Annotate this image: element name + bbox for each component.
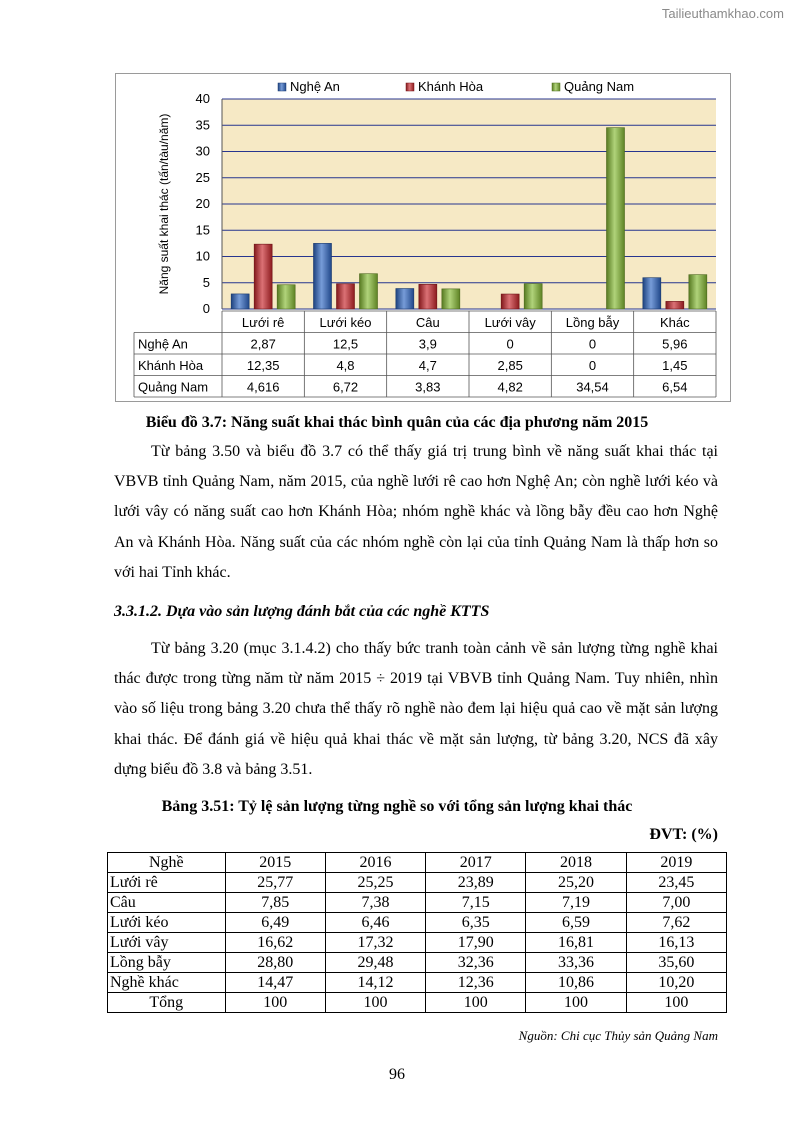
cell: 25,25 — [325, 873, 425, 893]
table-series-label: Quảng Nam — [138, 379, 209, 395]
bar — [442, 289, 460, 309]
data-label: 3,9 — [418, 336, 437, 352]
bar — [666, 301, 684, 309]
data-label: 4,7 — [418, 358, 437, 373]
y-axis-label: Năng suất khai thác (tấn/tàu/năm) — [157, 113, 171, 295]
bar — [419, 284, 437, 309]
cell: 7,62 — [626, 913, 726, 933]
data-label: 4,616 — [246, 379, 280, 395]
cell: 17,90 — [426, 933, 526, 953]
cell: 28,80 — [225, 953, 325, 973]
table-header-row — [108, 853, 727, 873]
paragraph-1: Từ bảng 3.50 và biểu đồ 3.7 có thể thấy giá trị trung bình về năng suất khai thác tại VBVB tỉnh Quảng Nam, năm 2015, của nghề lưới rê cao hơn Nghệ An; còn nghề lưới kéo và lưới vây có năng suất cao hơn Khánh Hòa; nhóm nghề khác và lồng bẫy đều cao hơn Nghệ An và Khánh Hòa. Năng suất của các nhóm nghề còn lại của tỉnh Quảng Nam là thấp hơn so với hai Tỉnh khác. — [114, 443, 718, 581]
header-cell: 2018 — [526, 853, 626, 873]
cell: 14,47 — [225, 973, 325, 993]
data-label: 5,96 — [662, 336, 688, 352]
header-cell: 2019 — [626, 853, 726, 873]
data-label: 0 — [506, 336, 514, 352]
x-tick-label: Khác — [660, 315, 690, 330]
bar — [337, 284, 355, 309]
cell: 23,89 — [426, 873, 526, 893]
cell: 6,35 — [426, 913, 526, 933]
table-row — [108, 873, 727, 893]
legend-swatch — [552, 83, 560, 91]
table-row — [108, 893, 727, 913]
table-row-total — [108, 993, 727, 1013]
cell: 6,49 — [225, 913, 325, 933]
table-row — [108, 913, 727, 933]
cell: 100 — [626, 993, 726, 1013]
cell: 35,60 — [626, 953, 726, 973]
cell: 25,77 — [225, 873, 325, 893]
cell: 10,86 — [526, 973, 626, 993]
paragraph-2: Từ bảng 3.20 (mục 3.1.4.2) cho thấy bức tranh toàn cảnh về sản lượng từng nghề khai thác được trong từng năm từ năm 2015 ÷ 2019 tại VBVB tỉnh Quảng Nam. Tuy nhiên, nhìn vào số liệu trong bảng 3.20 chưa thể thấy rõ nghề nào đem lại hiệu quả cao về mặt sản lượng khai thác. Để đánh giá về hiệu quả khai thác về mặt sản lượng, từ bảng 3.20, NCS đã xây dựng biểu đồ 3.8 và bảng 3.51. — [114, 640, 718, 778]
x-tick-label: Lưới vây — [484, 315, 536, 330]
x-tick-label: Lồng bẫy — [565, 315, 620, 330]
cell: 29,48 — [325, 953, 425, 973]
bar — [314, 243, 332, 309]
data-label: 12,5 — [332, 336, 359, 352]
data-label: 2,87 — [250, 336, 276, 352]
y-tick-label: 10 — [195, 248, 210, 264]
cell: 23,45 — [626, 873, 726, 893]
table-series-label: Nghệ An — [138, 336, 188, 352]
data-table — [107, 852, 727, 1013]
x-tick-label: Lưới rê — [241, 315, 285, 330]
row-label: Lưới vây — [108, 933, 226, 953]
header-cell: 2017 — [426, 853, 526, 873]
row-label: Tổng — [108, 993, 226, 1013]
legend-label: Nghệ An — [290, 79, 340, 94]
cell: 7,00 — [626, 893, 726, 913]
x-tick-label: Lưới kéo — [319, 315, 372, 330]
row-label: Lưới kéo — [108, 913, 226, 933]
x-tick-label: Câu — [415, 315, 440, 330]
table-unit: ĐVT: (%) — [649, 826, 718, 843]
cell: 7,38 — [325, 893, 425, 913]
cell: 100 — [225, 993, 325, 1013]
cell: 100 — [526, 993, 626, 1013]
cell: 25,20 — [526, 873, 626, 893]
data-label: 12,35 — [246, 358, 280, 373]
y-tick-label: 35 — [195, 117, 210, 133]
cell: 7,85 — [225, 893, 325, 913]
data-label: 6,72 — [332, 379, 359, 395]
cell: 7,19 — [526, 893, 626, 913]
cell: 100 — [325, 993, 425, 1013]
cell: 17,32 — [325, 933, 425, 953]
chart-svg — [116, 74, 730, 401]
data-label: 4,8 — [336, 358, 355, 373]
data-label: 3,83 — [415, 379, 441, 395]
table-row — [108, 953, 727, 973]
cell: 12,36 — [426, 973, 526, 993]
section-heading: 3.3.1.2. Dựa vào sản lượng đánh bắt của các nghề KTTS — [114, 603, 490, 620]
bar — [689, 275, 707, 309]
y-tick-label: 25 — [195, 169, 210, 185]
page-number: 96 — [389, 1066, 405, 1083]
y-tick-label: 15 — [195, 222, 210, 238]
table-source: Nguồn: Chi cục Thủy sản Quảng Nam — [518, 1028, 718, 1043]
cell: 16,62 — [225, 933, 325, 953]
bar — [396, 289, 414, 309]
legend-swatch — [406, 83, 414, 91]
chart-caption: Biểu đồ 3.7: Năng suất khai thác bình quân của các địa phương năm 2015 — [145, 414, 649, 431]
data-label: 2,85 — [497, 358, 523, 373]
row-label: Lưới rê — [108, 873, 226, 893]
bar — [524, 284, 542, 309]
header-cell: 2016 — [325, 853, 425, 873]
bar — [360, 274, 378, 309]
y-tick-label: 30 — [195, 143, 210, 159]
legend-swatch — [278, 83, 286, 91]
bar — [277, 285, 295, 309]
data-label: 0 — [588, 358, 597, 373]
data-label: 1,45 — [662, 358, 688, 373]
data-label: 34,54 — [576, 379, 609, 395]
cell: 7,15 — [426, 893, 526, 913]
table-caption: Bảng 3.51: Tỷ lệ sản lượng từng nghề so với tổng sản lượng khai thác — [161, 798, 633, 815]
cell: 14,12 — [325, 973, 425, 993]
y-tick-label: 0 — [202, 301, 210, 316]
cell: 100 — [426, 993, 526, 1013]
header-cell: Nghề — [108, 853, 226, 873]
cell: 33,36 — [526, 953, 626, 973]
data-label: 4,82 — [497, 379, 523, 395]
row-label: Câu — [108, 893, 226, 913]
y-tick-label: 20 — [195, 196, 210, 211]
cell: 16,81 — [526, 933, 626, 953]
bar — [607, 128, 625, 309]
y-tick-label: 40 — [195, 91, 210, 106]
table-row — [108, 933, 727, 953]
cell: 6,59 — [526, 913, 626, 933]
watermark: Tailieuthamkhao.com — [661, 6, 784, 21]
bar — [643, 278, 661, 309]
legend-label: Quảng Nam — [564, 79, 635, 94]
chart-figure — [115, 73, 731, 402]
header-cell: 2015 — [225, 853, 325, 873]
row-label: Nghề khác — [108, 973, 226, 993]
cell: 6,46 — [325, 913, 425, 933]
table-row — [108, 973, 727, 993]
cell: 10,20 — [626, 973, 726, 993]
bar — [231, 294, 249, 309]
row-label: Lồng bẫy — [108, 953, 226, 973]
cell: 32,36 — [426, 953, 526, 973]
bar — [254, 244, 272, 309]
bar — [501, 294, 519, 309]
table-series-label: Khánh Hòa — [138, 358, 204, 373]
y-tick-label: 5 — [202, 274, 210, 290]
legend-label: Khánh Hòa — [418, 79, 484, 94]
data-label: 6,54 — [662, 379, 688, 395]
data-label: 0 — [588, 336, 597, 352]
cell: 16,13 — [626, 933, 726, 953]
